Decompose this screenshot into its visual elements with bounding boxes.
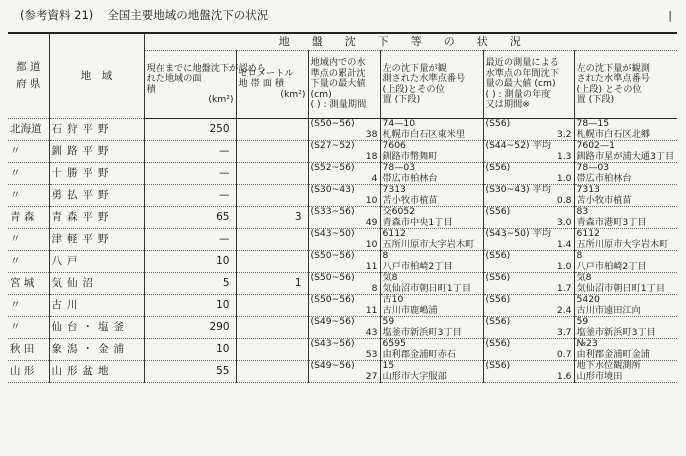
prefecture-cell: 〃: [8, 295, 49, 317]
cumulative-period: (S49~56): [310, 360, 355, 372]
area-cell: 65: [144, 207, 236, 229]
recent-benchmark-location: 八戸市柏崎2丁目: [576, 260, 647, 272]
header-area-line: (km²): [208, 93, 234, 105]
recent-cell: [483, 317, 574, 339]
benchmark-cell: [380, 119, 483, 141]
recent-cell: [483, 251, 574, 273]
cumulative-value: 11: [365, 260, 378, 272]
cumulative-cell: [308, 339, 380, 361]
header-zero-meter: [236, 51, 308, 119]
cumulative-cell: [308, 185, 380, 207]
recent-cell: [483, 339, 574, 361]
recent-period: (S56): [485, 206, 511, 218]
area-cell: 10: [144, 295, 236, 317]
header-row-1: [8, 33, 677, 51]
header-cum-line: 準点の累計沈: [310, 67, 366, 79]
cumulative-value: 43: [365, 326, 378, 338]
cumulative-value: 10: [365, 238, 378, 250]
table-row: [8, 185, 677, 207]
header-recent-line: 最近の測量による: [485, 57, 559, 69]
recent-period: (S56): [485, 316, 511, 328]
benchmark-location: 山形市大字服部: [382, 370, 447, 382]
recent-period: (S56): [485, 294, 511, 306]
recent-benchmark-location: 由利郡金浦町金浦: [576, 348, 650, 360]
region-cell: 十勝平野: [49, 163, 144, 185]
recent-benchmark-location: 五所川原市大字岩木町: [576, 238, 669, 250]
cumulative-cell: [308, 229, 380, 251]
header-rbm-line: 左の沈下量が観測: [576, 62, 650, 74]
page-marker: |: [668, 9, 672, 22]
table-row: [8, 229, 677, 251]
prefecture-cell: 宮 城: [8, 273, 49, 295]
benchmark-location: 古川市鹿嶋浦: [382, 304, 438, 316]
benchmark-location: 帯広市柏林台: [382, 172, 438, 184]
cumulative-value: 10: [365, 194, 378, 206]
recent-benchmark-cell: [574, 273, 677, 295]
benchmark-cell: [380, 339, 483, 361]
header-prefecture: [8, 33, 49, 119]
recent-period: (S43~50) 平均: [485, 228, 551, 240]
recent-benchmark-cell: [574, 207, 677, 229]
benchmark-number: 74—10: [382, 118, 416, 130]
header-zero-line: ゼロメートル: [238, 67, 294, 79]
header-region: 地 域: [49, 33, 144, 119]
recent-cell: [483, 295, 574, 317]
prefecture-cell: 青 森: [8, 207, 49, 229]
table-row: [8, 207, 677, 229]
table-row: [8, 339, 677, 361]
prefecture-cell: 〃: [8, 229, 49, 251]
header-bm-line: 左の沈下量が観: [382, 62, 447, 74]
cumulative-value: 53: [365, 348, 378, 360]
recent-benchmark-number: 気8: [576, 272, 592, 284]
recent-benchmark-cell: [574, 251, 677, 273]
recent-value: 3.7: [556, 326, 572, 338]
region-cell: 釧路平野: [49, 141, 144, 163]
benchmark-cell: [380, 295, 483, 317]
table-row: [8, 295, 677, 317]
zero-meter-cell: [236, 339, 308, 361]
header-recent-line: 又は期間※: [485, 99, 530, 111]
recent-period: (S56): [485, 272, 511, 284]
recent-benchmark-cell: [574, 361, 677, 383]
recent-benchmark-number: 59: [576, 316, 589, 328]
cumulative-value: 49: [365, 216, 378, 228]
region-cell: 象潟・金浦: [49, 339, 144, 361]
benchmark-location: 青森市中央1丁目: [382, 216, 453, 228]
cumulative-cell: [308, 119, 380, 141]
area-cell: —: [144, 141, 236, 163]
zero-meter-cell: [236, 185, 308, 207]
benchmark-location: 苫小牧市植苗: [382, 194, 438, 206]
header-cum-line: ( ) : 測量期間: [310, 99, 367, 111]
recent-period: (S56): [485, 250, 511, 262]
header-area-line: 積: [146, 83, 156, 95]
table-row: [8, 317, 677, 339]
recent-benchmark-number: 83: [576, 206, 589, 218]
zero-meter-cell: [236, 361, 308, 383]
cumulative-value: 38: [365, 128, 378, 140]
reference-label: (参考資料 21): [20, 8, 94, 22]
zero-meter-cell: [236, 251, 308, 273]
cumulative-period: (S52~56): [310, 162, 355, 174]
recent-benchmark-cell: [574, 185, 677, 207]
zero-meter-cell: 1: [236, 273, 308, 295]
zero-meter-cell: [236, 229, 308, 251]
header-rbm-line: された水準点番号: [576, 73, 650, 85]
recent-value: 1.4: [556, 238, 572, 250]
header-rbm-line: (上段) とその位: [576, 83, 642, 95]
zero-meter-cell: [236, 119, 308, 141]
recent-cell: [483, 207, 574, 229]
header-zero-line: 地 帯 面 積: [238, 78, 285, 90]
recent-benchmark-location: 山形市境田: [576, 370, 623, 382]
region-cell: 八戸: [49, 251, 144, 273]
recent-benchmark-location: 古川市遠田江向: [576, 304, 641, 316]
recent-benchmark-number: 7602—1: [576, 140, 615, 152]
recent-benchmark-number: 5420: [576, 294, 600, 306]
table-row: [8, 361, 677, 383]
title-main: 全国主要地域の地盤沈下の状況: [107, 8, 269, 22]
cumulative-period: (S27~52): [310, 140, 355, 152]
cumulative-cell: [308, 361, 380, 383]
recent-benchmark-location: 苫小牧市植苗: [576, 194, 632, 206]
header-cum-line: (cm): [310, 88, 332, 100]
cumulative-value: 27: [365, 370, 378, 382]
header-recent-benchmark: [574, 51, 677, 119]
recent-benchmark-location: 札幌市白石区北郷: [576, 128, 650, 140]
recent-value: 1.6: [556, 370, 572, 382]
benchmark-location: 塩釜市新浜町3丁目: [382, 326, 462, 338]
table-row: [8, 141, 677, 163]
benchmark-number: 78—03: [382, 162, 416, 174]
benchmark-cell: [380, 361, 483, 383]
prefecture-cell: 〃: [8, 251, 49, 273]
prefecture-cell: 北海道: [8, 119, 49, 141]
recent-benchmark-number: 78—15: [576, 118, 610, 130]
subsidence-table: [8, 32, 677, 383]
recent-benchmark-location: 塩釜市新浜町3丁目: [576, 326, 656, 338]
header-pref-line: 府 県: [16, 78, 41, 90]
area-cell: 55: [144, 361, 236, 383]
header-area-line: れた地域の面: [146, 73, 202, 85]
header-bm-line: 測された水準点番号: [382, 73, 466, 85]
recent-cell: [483, 141, 574, 163]
area-cell: 290: [144, 317, 236, 339]
recent-benchmark-number: 8: [576, 250, 583, 262]
header-bm-line: 置 (下段): [382, 93, 421, 105]
table-row: [8, 273, 677, 295]
recent-cell: [483, 361, 574, 383]
benchmark-number: 7606: [382, 140, 406, 152]
benchmark-number: 7313: [382, 184, 406, 196]
region-cell: 石狩平野: [49, 119, 144, 141]
header-area-line: 現在までに地盤沈下が認めら: [146, 62, 266, 74]
recent-value: 0.8: [556, 194, 572, 206]
benchmark-number: 6112: [382, 228, 406, 240]
cumulative-period: (S30~43): [310, 184, 355, 196]
recent-period: (S56): [485, 338, 511, 350]
benchmark-number: 59: [382, 316, 395, 328]
header-pref-line: 都 道: [16, 61, 41, 73]
header-recent-line: 量の最大値 (cm): [485, 78, 556, 90]
recent-period: (S56): [485, 360, 511, 372]
benchmark-cell: [380, 141, 483, 163]
recent-cell: [483, 229, 574, 251]
header-bm-line: (上段)とその位: [382, 83, 445, 95]
benchmark-location: 五所川原市大字岩木町: [382, 238, 475, 250]
table-row: [8, 163, 677, 185]
table-row: [8, 251, 677, 273]
area-cell: 10: [144, 251, 236, 273]
cumulative-value: 18: [365, 150, 378, 162]
recent-period: (S56): [485, 118, 511, 130]
recent-benchmark-location: 気仙沼市朝日町1丁目: [576, 282, 666, 294]
prefecture-cell: 〃: [8, 317, 49, 339]
cumulative-period: (S50~56): [310, 294, 355, 306]
cumulative-period: (S43~50): [310, 228, 355, 240]
recent-benchmark-location: 帯広市柏林台: [576, 172, 632, 184]
benchmark-number: 15: [382, 360, 395, 372]
prefecture-cell: 〃: [8, 141, 49, 163]
recent-benchmark-cell: [574, 229, 677, 251]
header-cumulative: [308, 51, 380, 119]
zero-meter-cell: [236, 295, 308, 317]
cumulative-cell: [308, 163, 380, 185]
prefecture-cell: 秋 田: [8, 339, 49, 361]
recent-cell: [483, 273, 574, 295]
recent-benchmark-number: 7313: [576, 184, 600, 196]
cumulative-period: (S49~56): [310, 316, 355, 328]
cumulative-period: (S50~56): [310, 250, 355, 262]
cumulative-cell: [308, 207, 380, 229]
recent-benchmark-number: 6112: [576, 228, 600, 240]
region-cell: 津軽平野: [49, 229, 144, 251]
recent-benchmark-cell: [574, 141, 677, 163]
header-rbm-line: 置 (下段): [576, 93, 615, 105]
zero-meter-cell: 3: [236, 207, 308, 229]
region-cell: 気仙沼: [49, 273, 144, 295]
header-recent-line: ( ) : 測量の年度: [485, 88, 551, 100]
recent-benchmark-cell: [574, 119, 677, 141]
cumulative-period: (S50~56): [310, 272, 355, 284]
recent-cell: [483, 163, 574, 185]
region-cell: 勇払平野: [49, 185, 144, 207]
area-cell: —: [144, 163, 236, 185]
recent-benchmark-cell: [574, 295, 677, 317]
benchmark-location: 気仙沼市朝日町1丁目: [382, 282, 472, 294]
recent-benchmark-cell: [574, 339, 677, 361]
prefecture-cell: 山 形: [8, 361, 49, 383]
recent-value: 1.3: [556, 150, 572, 162]
benchmark-location: 札幌市白石区東米里: [382, 128, 466, 140]
zero-meter-cell: [236, 141, 308, 163]
benchmark-number: 8: [382, 250, 389, 262]
area-cell: —: [144, 185, 236, 207]
header-cum-line: 地域内での水: [310, 57, 366, 69]
recent-benchmark-number: 78—03: [576, 162, 610, 174]
header-cum-line: 下量の最大値: [310, 78, 366, 90]
benchmark-cell: [380, 317, 483, 339]
area-cell: 5: [144, 273, 236, 295]
recent-value: 1.0: [556, 172, 572, 184]
benchmark-cell: [380, 207, 483, 229]
recent-benchmark-cell: [574, 163, 677, 185]
cumulative-period: (S33~56): [310, 206, 355, 218]
recent-value: 1.7: [556, 282, 572, 294]
prefecture-cell: 〃: [8, 185, 49, 207]
recent-value: 3.2: [556, 128, 572, 140]
recent-value: 3.0: [556, 216, 572, 228]
area-cell: —: [144, 229, 236, 251]
recent-value: 2.4: [556, 304, 572, 316]
header-benchmark: [380, 51, 483, 119]
header-group: 地盤沈下等の状況: [144, 33, 677, 51]
benchmark-cell: [380, 273, 483, 295]
recent-period: (S30~43) 平均: [485, 184, 551, 196]
cumulative-value: 8: [371, 282, 378, 294]
region-cell: 青森平野: [49, 207, 144, 229]
benchmark-number: 6595: [382, 338, 406, 350]
recent-period: (S56): [485, 162, 511, 174]
recent-benchmark-location: 青森市港町3丁目: [576, 216, 647, 228]
cumulative-value: 4: [371, 172, 378, 184]
benchmark-cell: [380, 163, 483, 185]
area-cell: 10: [144, 339, 236, 361]
region-cell: 仙台・塩釜: [49, 317, 144, 339]
header-recent: [483, 51, 574, 119]
recent-value: 1.0: [556, 260, 572, 272]
recent-benchmark-location: 釧路市星が浦大通3丁目: [576, 150, 675, 162]
recent-cell: [483, 185, 574, 207]
benchmark-cell: [380, 251, 483, 273]
zero-meter-cell: [236, 163, 308, 185]
cumulative-cell: [308, 317, 380, 339]
document-title: [20, 7, 268, 23]
recent-benchmark-cell: [574, 317, 677, 339]
benchmark-location: 由利郡金浦町赤石: [382, 348, 456, 360]
benchmark-location: 釧路市幣舞町: [382, 150, 438, 162]
benchmark-cell: [380, 229, 483, 251]
recent-period: (S44~52) 平均: [485, 140, 551, 152]
region-cell: 古川: [49, 295, 144, 317]
benchmark-location: 八戸市柏崎2丁目: [382, 260, 453, 272]
table-row: [8, 119, 677, 141]
region-cell: 山形盆地: [49, 361, 144, 383]
recent-benchmark-number: №23: [576, 338, 598, 350]
cumulative-cell: [308, 251, 380, 273]
benchmark-number: 交6052: [382, 206, 416, 218]
cumulative-cell: [308, 273, 380, 295]
header-recent-line: 水準点の年間沈下: [485, 67, 559, 79]
benchmark-number: 気8: [382, 272, 398, 284]
cumulative-cell: [308, 141, 380, 163]
cumulative-value: 11: [365, 304, 378, 316]
recent-value: 0.7: [556, 348, 572, 360]
recent-benchmark-number: 地下水位観測所: [576, 360, 641, 372]
area-cell: 250: [144, 119, 236, 141]
recent-cell: [483, 119, 574, 141]
cumulative-period: (S43~56): [310, 338, 355, 350]
cumulative-period: (S50~56): [310, 118, 355, 130]
cumulative-cell: [308, 295, 380, 317]
prefecture-cell: 〃: [8, 163, 49, 185]
header-zero-line: (km²): [280, 88, 306, 100]
zero-meter-cell: [236, 317, 308, 339]
benchmark-cell: [380, 185, 483, 207]
benchmark-number: 古10: [382, 294, 404, 306]
